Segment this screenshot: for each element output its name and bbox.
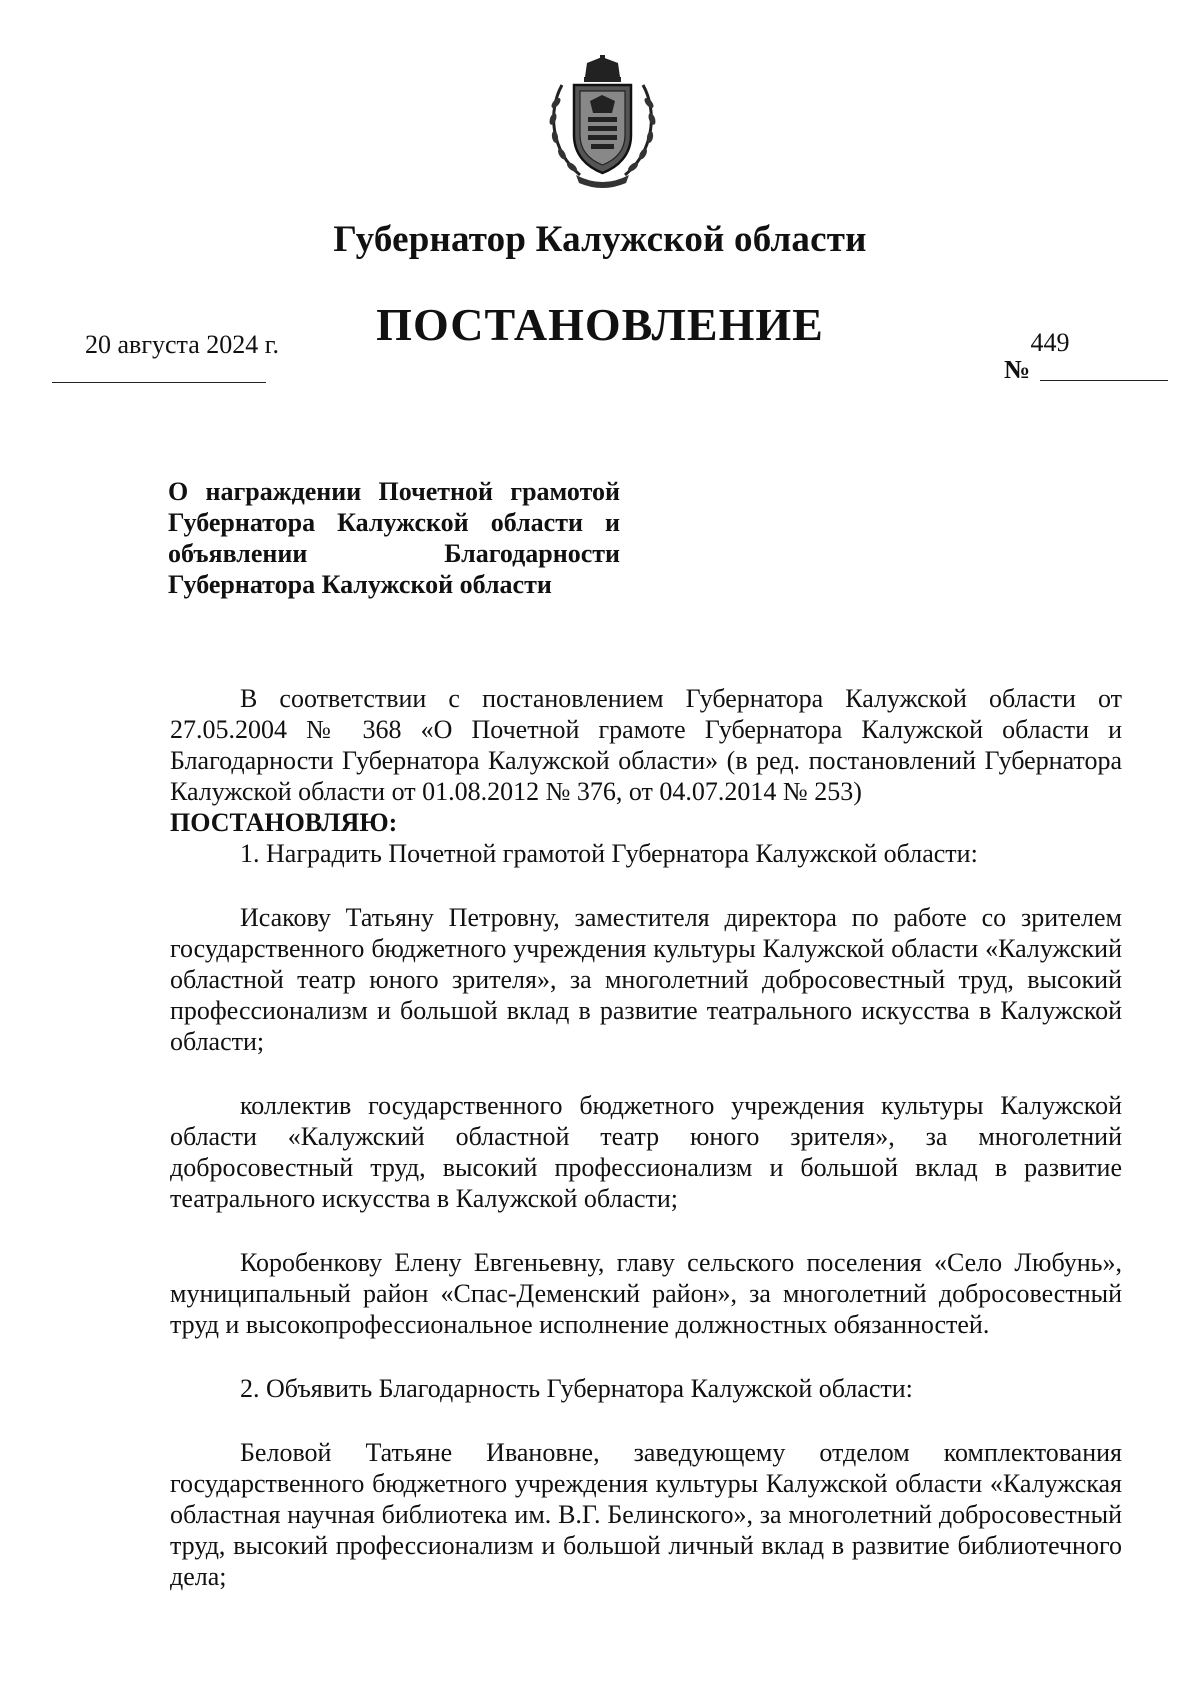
award-entry: коллектив государственного бюджетного учреждения культуры Калужской области «Калужский областной театр юного зрителя», за многолетний добросовестный труд, высокий профессионализм и большой вклад в развитие театрального искусства в Калужской области; — [170, 1091, 1122, 1213]
order-word: ПОСТАНОВЛЯЮ: — [170, 808, 398, 837]
issuing-authority: Губернатор Калужской области — [333, 219, 867, 260]
number-sign: № — [1004, 355, 1031, 384]
coat-of-arms-emblem — [540, 55, 665, 190]
gratitude-entry: Беловой Татьяне Ивановне, заведующему отделом комплектования государственного бюджетного учреждения культуры Калужской области «Калужская областная научная библиотека им. В.Г. Белинского», за многолетний добросовестный труд, высокий профессионализм и большой личный вклад в развитие библиотечного дела; — [170, 1438, 1122, 1591]
document-body — [170, 683, 1122, 1592]
document-subject: О награждении Почетной грамотой Губернатора Калужской области и объявлении Благодарности Губернатора Калужской области — [168, 477, 620, 599]
item-1-title: 1. Наградить Почетной грамотой Губернатора Калужской области: — [240, 839, 978, 868]
document-number: 449 — [1030, 328, 1070, 357]
preamble-paragraph: В соответствии с постановлением Губернатора Калужской области от 27.05.2004 № 368 «О Почетной грамоте Губернатора Калужской области и Благодарности Губернатора Калужской области» (в ред. постановлений Губернатора Калужской области от 01.08.2012 № 376, от 04.07.2014 № 253) — [170, 684, 1122, 806]
document-date: 20 августа 2024 г. — [85, 330, 279, 359]
date-underline — [52, 382, 266, 383]
item-2-title: 2. Объявить Благодарность Губернатора Калужской области: — [240, 1374, 913, 1403]
number-underline — [1040, 380, 1168, 381]
document-type-title: ПОСТАНОВЛЕНИЕ — [376, 299, 824, 350]
award-entry: Исакову Татьяну Петровну, заместителя директора по работе со зрителем государственного бюджетного учреждения культуры Калужской области «Калужский областной театр юного зрителя», за многолетний добросовестный труд, высокий профессионализм и большой вклад в развитие театрального искусства в Калужской области; — [170, 903, 1122, 1056]
award-entry: Коробенкову Елену Евгеньевну, главу сельского поселения «Село Любунь», муниципальный район «Спас-Деменский район», за многолетний добросовестный труд и высокопрофессиональное исполнение должностных обязанностей. — [170, 1248, 1122, 1339]
